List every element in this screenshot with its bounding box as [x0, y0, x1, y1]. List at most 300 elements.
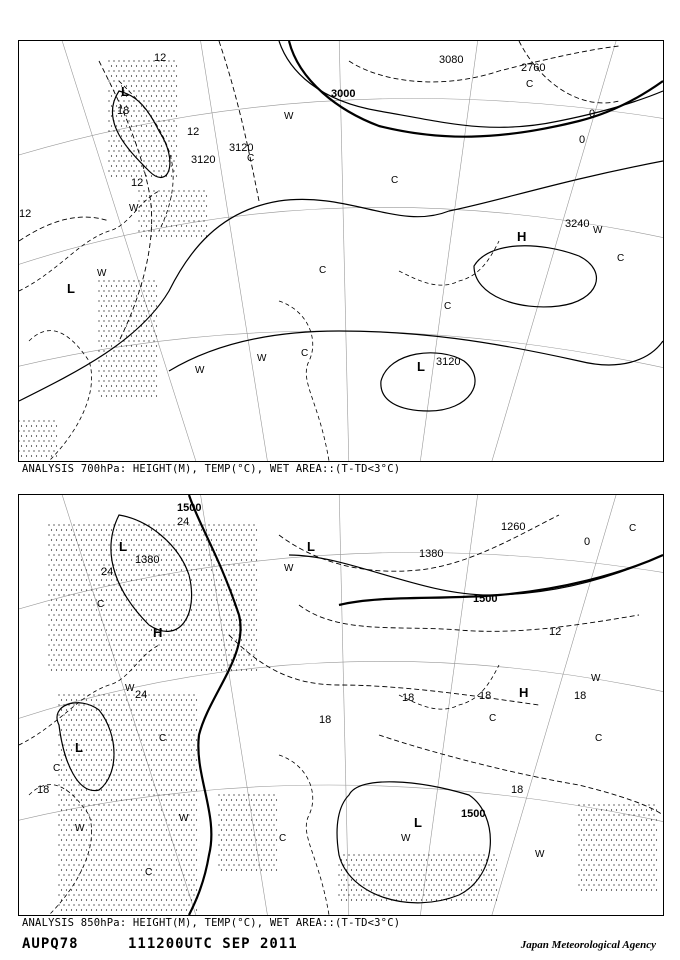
wet-dot — [268, 804, 269, 805]
wet-dot — [71, 549, 72, 550]
wet-dot — [178, 904, 179, 905]
wet-dot — [126, 65, 127, 66]
wet-dot — [141, 669, 142, 670]
wet-dot — [51, 579, 52, 580]
wet-dot — [93, 664, 94, 665]
wet-dot — [226, 809, 227, 810]
wet-dot — [131, 879, 132, 880]
wet-dot — [123, 824, 124, 825]
wet-dot — [148, 864, 149, 865]
wet-dot — [188, 744, 189, 745]
wet-dot — [118, 554, 119, 555]
wet-dot — [81, 669, 82, 670]
wet-dot — [493, 874, 494, 875]
wet-dot — [98, 654, 99, 655]
wet-dot — [111, 115, 112, 116]
wet-dot — [476, 899, 477, 900]
wet-dot — [101, 859, 102, 860]
wet-dot — [96, 909, 97, 910]
wet-dot — [233, 854, 234, 855]
wet-dot — [126, 569, 127, 570]
wet-dot — [106, 849, 107, 850]
wet-dot — [123, 130, 124, 131]
wet-dot — [636, 879, 637, 880]
wet-dot — [163, 824, 164, 825]
wet-dot — [48, 644, 49, 645]
wet-dot — [578, 834, 579, 835]
wet-dot — [271, 829, 272, 830]
wet-dot — [101, 729, 102, 730]
wet-dot — [173, 564, 174, 565]
wet-dot — [93, 624, 94, 625]
wet-dot — [391, 879, 392, 880]
wet-dot — [198, 544, 199, 545]
wet-dot — [36, 445, 37, 446]
wet-dot — [106, 285, 107, 286]
wet-dot — [231, 849, 232, 850]
wet-dot — [111, 649, 112, 650]
wet-dot — [173, 524, 174, 525]
wet-dot — [138, 644, 139, 645]
wet-dot — [68, 874, 69, 875]
wet-dot — [106, 729, 107, 730]
wet-dot — [453, 884, 454, 885]
wet-dot — [408, 884, 409, 885]
wet-dot — [73, 654, 74, 655]
wet-dot — [153, 370, 154, 371]
wet-dot — [231, 619, 232, 620]
wet-dot — [241, 659, 242, 660]
wet-dot — [161, 709, 162, 710]
wet-dot — [23, 440, 24, 441]
wet-dot — [233, 794, 234, 795]
wet-dot — [178, 794, 179, 795]
wet-dot — [151, 889, 152, 890]
wet-dot — [368, 894, 369, 895]
wet-dot — [588, 864, 589, 865]
wet-dot — [483, 884, 484, 885]
wet-dot — [251, 629, 252, 630]
cold-marker: C — [595, 733, 603, 744]
wet-dot — [171, 65, 172, 66]
wet-dot — [66, 659, 67, 660]
wet-dot — [83, 724, 84, 725]
wet-dot — [168, 554, 169, 555]
wet-dot — [143, 160, 144, 161]
wet-dot — [113, 574, 114, 575]
wet-dot — [63, 694, 64, 695]
wet-dot — [93, 854, 94, 855]
wet-dot — [211, 539, 212, 540]
wet-dot — [113, 380, 114, 381]
wet-dot — [153, 774, 154, 775]
wet-dot — [206, 669, 207, 670]
wet-dot — [476, 859, 477, 860]
wet-dot — [91, 759, 92, 760]
wet-dot — [123, 664, 124, 665]
cold-marker: C — [301, 348, 309, 359]
wet-dot — [198, 230, 199, 231]
wet-dot — [223, 634, 224, 635]
wet-dot — [178, 744, 179, 745]
wet-dot — [93, 654, 94, 655]
wet-dot — [63, 714, 64, 715]
wet-dot — [111, 879, 112, 880]
wet-dot — [196, 789, 197, 790]
wet-dot — [186, 589, 187, 590]
wet-dot — [173, 704, 174, 705]
wet-dot — [91, 739, 92, 740]
wet-dot — [193, 220, 194, 221]
wet-dot — [111, 799, 112, 800]
wet-dot — [458, 874, 459, 875]
wet-dot — [246, 549, 247, 550]
wet-dot — [136, 819, 137, 820]
wet-dot — [76, 799, 77, 800]
wet-dot — [121, 879, 122, 880]
wet-dot — [156, 719, 157, 720]
wet-dot — [193, 734, 194, 735]
wet-dot — [61, 559, 62, 560]
wet-dot — [491, 879, 492, 880]
wet-dot — [106, 325, 107, 326]
wet-dot — [246, 669, 247, 670]
wet-dot — [223, 564, 224, 565]
wet-dot — [133, 130, 134, 131]
wet-dot — [71, 749, 72, 750]
wet-dot — [66, 779, 67, 780]
wet-dot — [463, 854, 464, 855]
wet-dot — [248, 844, 249, 845]
wet-dot — [451, 859, 452, 860]
wet-dot — [58, 554, 59, 555]
wet-dot — [148, 774, 149, 775]
wet-dot — [118, 864, 119, 865]
wet-dot — [638, 834, 639, 835]
wet-dot — [193, 654, 194, 655]
agency-credit: Japan Meteorological Agency — [520, 939, 656, 951]
wet-dot — [53, 624, 54, 625]
wet-dot — [193, 794, 194, 795]
wet-dot — [116, 829, 117, 830]
wet-dot — [176, 669, 177, 670]
wet-dot — [138, 824, 139, 825]
wet-dot — [108, 310, 109, 311]
wet-dot — [86, 869, 87, 870]
wet-dot — [148, 814, 149, 815]
wet-dot — [138, 754, 139, 755]
wet-dot — [108, 380, 109, 381]
warm-marker: W — [535, 849, 545, 860]
wet-dot — [141, 205, 142, 206]
wet-dot — [161, 145, 162, 146]
wet-dot — [73, 874, 74, 875]
wet-dot — [83, 804, 84, 805]
wet-dot — [111, 335, 112, 336]
wet-dot — [111, 599, 112, 600]
wet-dot — [191, 215, 192, 216]
wet-dot — [116, 699, 117, 700]
wet-dot — [108, 884, 109, 885]
wet-dot — [138, 834, 139, 835]
wet-dot — [88, 874, 89, 875]
wet-dot — [163, 894, 164, 895]
wet-dot — [191, 889, 192, 890]
wet-dot — [151, 909, 152, 910]
wet-dot — [128, 824, 129, 825]
wet-dot — [88, 574, 89, 575]
wet-dot — [276, 819, 277, 820]
wet-dot — [153, 894, 154, 895]
wet-dot — [111, 829, 112, 830]
wet-dot — [28, 440, 29, 441]
wet-dot — [223, 814, 224, 815]
wet-dot — [123, 120, 124, 121]
wet-dot — [146, 899, 147, 900]
cold-marker: C — [145, 867, 153, 878]
wet-dot — [143, 544, 144, 545]
wet-dot — [76, 549, 77, 550]
wet-dot — [186, 669, 187, 670]
wet-dot — [361, 899, 362, 900]
wet-dot — [151, 65, 152, 66]
wet-dot — [236, 659, 237, 660]
wet-dot — [426, 889, 427, 890]
wet-dot — [371, 899, 372, 900]
wet-dot — [63, 664, 64, 665]
wet-dot — [271, 839, 272, 840]
wet-dot — [133, 80, 134, 81]
wet-dot — [68, 544, 69, 545]
wet-dot — [163, 210, 164, 211]
wet-dot — [153, 694, 154, 695]
wet-dot — [251, 539, 252, 540]
wet-dot — [133, 804, 134, 805]
wet-dot — [73, 574, 74, 575]
wet-dot — [266, 799, 267, 800]
wet-dot — [93, 864, 94, 865]
wet-dot — [148, 664, 149, 665]
wet-dot — [111, 285, 112, 286]
wet-dot — [601, 869, 602, 870]
wet-dot — [388, 884, 389, 885]
wet-dot — [271, 809, 272, 810]
wet-dot — [258, 854, 259, 855]
wet-dot — [171, 839, 172, 840]
wet-dot — [116, 849, 117, 850]
wet-dot — [643, 824, 644, 825]
wet-dot — [213, 564, 214, 565]
wet-dot — [196, 235, 197, 236]
wet-dot — [158, 594, 159, 595]
wet-dot — [108, 320, 109, 321]
wet-dot — [128, 624, 129, 625]
wet-dot — [581, 859, 582, 860]
wet-dot — [173, 734, 174, 735]
wet-dot — [253, 624, 254, 625]
wet-dot — [386, 899, 387, 900]
wet-dot — [223, 854, 224, 855]
wet-dot — [128, 834, 129, 835]
wet-dot — [91, 879, 92, 880]
wet-dot — [146, 759, 147, 760]
wet-dot — [168, 190, 169, 191]
wet-dot — [258, 814, 259, 815]
wet-dot — [103, 774, 104, 775]
wet-dot — [128, 170, 129, 171]
wet-dot — [643, 814, 644, 815]
wet-dot — [643, 854, 644, 855]
wet-dot — [121, 699, 122, 700]
wet-dot — [593, 834, 594, 835]
wet-dot — [61, 839, 62, 840]
wet-dot — [251, 659, 252, 660]
wet-dot — [161, 539, 162, 540]
wet-dot — [223, 614, 224, 615]
wet-dot — [428, 864, 429, 865]
wet-dot — [153, 904, 154, 905]
wet-dot — [203, 644, 204, 645]
wet-dot — [206, 559, 207, 560]
wet-dot — [108, 654, 109, 655]
wet-dot — [56, 539, 57, 540]
wet-dot — [63, 904, 64, 905]
wet-dot — [233, 584, 234, 585]
wet-dot — [133, 380, 134, 381]
wet-dot — [66, 649, 67, 650]
wet-dot — [163, 664, 164, 665]
wet-dot — [191, 849, 192, 850]
wet-dot — [141, 799, 142, 800]
wet-dot — [226, 659, 227, 660]
wet-dot — [208, 644, 209, 645]
wet-dot — [148, 764, 149, 765]
wet-dot — [131, 325, 132, 326]
wet-dot — [78, 834, 79, 835]
pressure-center-low: L — [414, 815, 422, 830]
wet-dot — [56, 599, 57, 600]
wet-dot — [131, 559, 132, 560]
wet-dot — [241, 599, 242, 600]
wet-dot — [263, 864, 264, 865]
wet-dot — [176, 65, 177, 66]
wet-dot — [58, 864, 59, 865]
wet-dot — [241, 649, 242, 650]
wet-dot — [188, 704, 189, 705]
wet-dot — [136, 375, 137, 376]
wet-dot — [46, 445, 47, 446]
wet-dot — [193, 864, 194, 865]
wet-dot — [111, 699, 112, 700]
wet-dot — [138, 714, 139, 715]
wet-dot — [151, 135, 152, 136]
wet-dot — [101, 759, 102, 760]
wet-dot — [201, 225, 202, 226]
wet-dot — [33, 430, 34, 431]
wet-dot — [206, 195, 207, 196]
wet-dot — [19, 420, 20, 421]
wet-dot — [91, 709, 92, 710]
wet-dot — [161, 95, 162, 96]
wet-dot — [198, 220, 199, 221]
wet-dot — [251, 619, 252, 620]
wet-dot — [106, 295, 107, 296]
wet-dot — [128, 584, 129, 585]
wet-dot — [63, 794, 64, 795]
wet-dot — [63, 614, 64, 615]
wet-dot — [63, 534, 64, 535]
wet-dot — [136, 869, 137, 870]
wet-dot — [106, 315, 107, 316]
wet-dot — [116, 769, 117, 770]
wet-dot — [153, 724, 154, 725]
wet-dot — [83, 754, 84, 755]
wet-dot — [78, 624, 79, 625]
wet-dot — [138, 814, 139, 815]
wet-dot — [103, 794, 104, 795]
wet-dot — [608, 834, 609, 835]
wet-dot — [161, 569, 162, 570]
wet-dot — [198, 210, 199, 211]
wet-dot — [91, 579, 92, 580]
wet-dot — [58, 564, 59, 565]
wet-dot — [71, 699, 72, 700]
wet-dot — [98, 544, 99, 545]
wet-dot — [143, 794, 144, 795]
wet-dot — [201, 579, 202, 580]
wet-dot — [98, 584, 99, 585]
wet-dot — [236, 619, 237, 620]
wet-dot — [173, 574, 174, 575]
wet-dot — [466, 899, 467, 900]
wet-dot — [171, 589, 172, 590]
wet-dot — [183, 190, 184, 191]
wet-dot — [491, 899, 492, 900]
wet-dot — [191, 659, 192, 660]
wet-dot — [113, 584, 114, 585]
wet-dot — [183, 200, 184, 201]
wet-dot — [66, 749, 67, 750]
wet-dot — [81, 779, 82, 780]
wet-dot — [133, 310, 134, 311]
wet-dot — [236, 549, 237, 550]
wet-dot — [141, 889, 142, 890]
wet-dot — [76, 889, 77, 890]
wet-dot — [403, 884, 404, 885]
wet-dot — [398, 884, 399, 885]
wet-dot — [393, 884, 394, 885]
wet-dot — [131, 819, 132, 820]
wet-dot — [151, 629, 152, 630]
wet-dot — [101, 335, 102, 336]
wet-dot — [228, 614, 229, 615]
wet-dot — [126, 75, 127, 76]
wet-dot — [418, 864, 419, 865]
wet-dot — [126, 779, 127, 780]
wet-dot — [71, 559, 72, 560]
wet-dot — [141, 355, 142, 356]
wet-dot — [111, 165, 112, 166]
wet-dot — [68, 834, 69, 835]
wet-dot — [183, 664, 184, 665]
wet-dot — [133, 824, 134, 825]
wet-dot — [56, 445, 57, 446]
wet-dot — [93, 594, 94, 595]
wet-dot — [236, 599, 237, 600]
wet-dot — [91, 799, 92, 800]
wet-dot — [228, 594, 229, 595]
wet-dot — [128, 644, 129, 645]
